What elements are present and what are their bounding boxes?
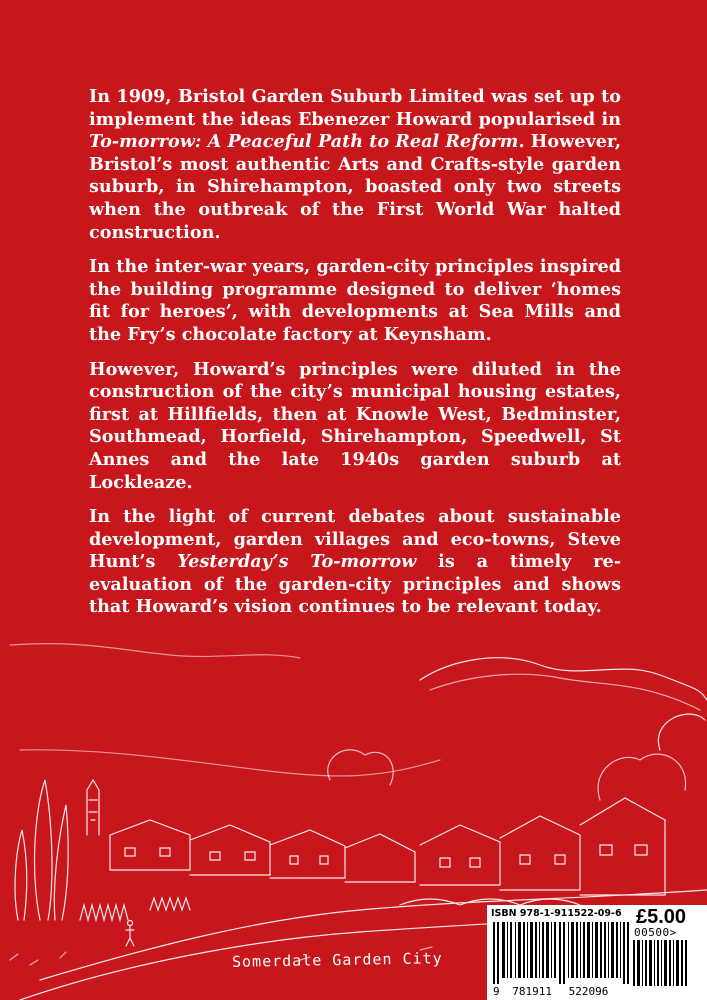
- book-title-italic: Yesterday’s To-morrow: [177, 551, 417, 573]
- addon-number: 00500>: [634, 926, 677, 939]
- blurb-text: [89, 86, 621, 631]
- blurb-paragraph-1: In 1909, Bristol Garden Suburb Limited was set up to implement the ideas Ebenezer Howard popularised in To-morrow: A Peaceful Path to Real Reform. However, Bristol’s most authentic Arts and Crafts-style garden suburb, in Shirehampton, boasted only two streets when the outbreak of the First World War halted construction.: [89, 86, 622, 243]
- ean-barcode: [493, 922, 629, 984]
- ean-digits: 9 781911 522096: [493, 985, 609, 998]
- blurb-paragraph-4: In the light of current debates about sustainable development, garden villages and eco-towns, Steve Hunt’s Yesterday’s To-morrow is a timely re-evaluation of the garden-city principles and shows that Howard’s vision continues to be relevant today.: [89, 506, 622, 618]
- isbn-label: ISBN 978-1-911522-09-6: [491, 908, 622, 919]
- illustration-caption: Somerdale Garden City: [231, 949, 443, 971]
- price-addon-barcode: [633, 940, 687, 986]
- barcode-panel: [487, 905, 707, 1000]
- blurb-paragraph-2: In the inter-war years, garden-city principles inspired the building programme designed to deliver ‘homes fit for heroes’, with developments at Sea Mills and the Fry’s chocolate factory at Keynsham.: [89, 256, 621, 345]
- book-title-italic: To-morrow: A Peaceful Path to Real Reform: [89, 131, 519, 153]
- price-label: £5.00: [636, 906, 687, 928]
- blurb-paragraph-3: However, Howard’s principles were diluted in the construction of the city’s municipal housing estates, first at Hillfields, then at Knowle West, Bedminster, Southmead, Horfield, Shirehampton, Speedwell, St Annes and the late 1940s garden suburb at Lockleaze.: [89, 358, 621, 493]
